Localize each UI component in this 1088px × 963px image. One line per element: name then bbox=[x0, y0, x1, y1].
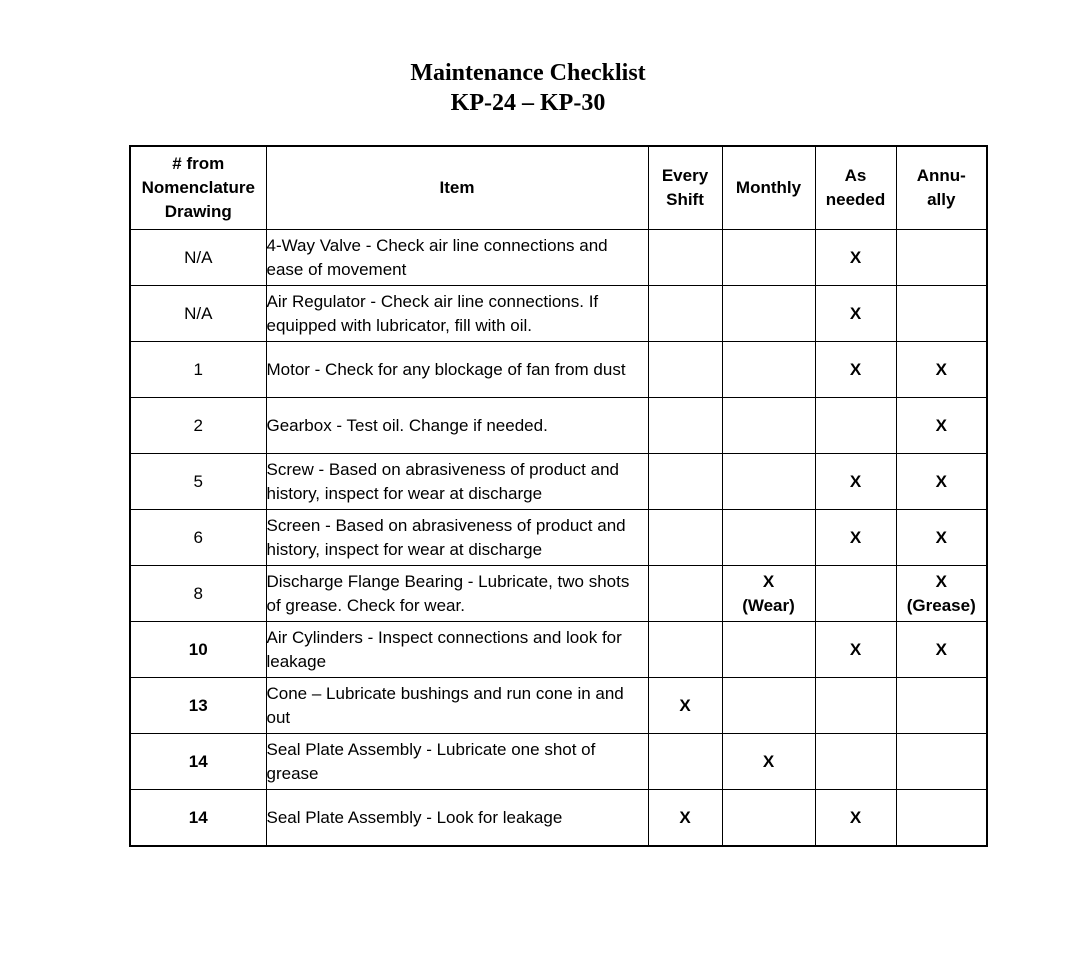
mark-note: (Wear) bbox=[742, 595, 795, 615]
document-title bbox=[0, 58, 1056, 118]
row-every-shift bbox=[648, 454, 722, 510]
row-every-shift bbox=[648, 398, 722, 454]
mark-x: X bbox=[935, 639, 947, 659]
row-item: Motor - Check for any blockage of fan from dust bbox=[266, 342, 648, 398]
table-header-row bbox=[130, 146, 987, 230]
mark-x: X bbox=[762, 571, 775, 591]
row-monthly bbox=[722, 622, 815, 678]
title-line-1: Maintenance Checklist bbox=[410, 60, 646, 86]
row-item: Seal Plate Assembly - Lubricate one shot of grease bbox=[266, 734, 648, 790]
row-annually bbox=[896, 734, 987, 790]
header-number bbox=[130, 146, 266, 230]
row-as-needed bbox=[815, 678, 896, 734]
row-monthly bbox=[722, 286, 815, 342]
row-every-shift: X bbox=[648, 678, 722, 734]
row-monthly bbox=[722, 230, 815, 286]
row-every-shift bbox=[648, 734, 722, 790]
row-as-needed: X bbox=[815, 622, 896, 678]
row-annually bbox=[896, 678, 987, 734]
row-as-needed: X bbox=[815, 510, 896, 566]
row-item: Air Cylinders - Inspect connections and look for leakage bbox=[266, 622, 648, 678]
header-as-needed-line-2: needed bbox=[825, 190, 886, 209]
table-row bbox=[130, 734, 987, 790]
row-monthly bbox=[722, 790, 815, 847]
table-row bbox=[130, 622, 987, 678]
header-as-needed bbox=[815, 146, 896, 230]
row-as-needed bbox=[815, 734, 896, 790]
header-item: Item bbox=[266, 146, 648, 230]
header-number-line-3: Drawing bbox=[164, 202, 232, 221]
mark-note: (Grease) bbox=[906, 595, 976, 615]
row-as-needed bbox=[815, 398, 896, 454]
table-row bbox=[130, 342, 987, 398]
row-as-needed bbox=[815, 566, 896, 622]
row-item: Screen - Based on abrasiveness of product and history, inspect for wear at discharge bbox=[266, 510, 648, 566]
row-number: 6 bbox=[130, 510, 266, 566]
row-number: 1 bbox=[130, 342, 266, 398]
title-line-2: KP-24 – KP-30 bbox=[450, 90, 606, 116]
header-annually bbox=[896, 146, 987, 230]
mark-x: X bbox=[935, 527, 947, 547]
table-row bbox=[130, 454, 987, 510]
mark-x: X bbox=[762, 751, 775, 771]
header-monthly: Monthly bbox=[722, 146, 815, 230]
row-item: Cone – Lubricate bushings and run cone in and out bbox=[266, 678, 648, 734]
row-every-shift bbox=[648, 566, 722, 622]
row-annually bbox=[896, 230, 987, 286]
row-number: 10 bbox=[130, 622, 266, 678]
row-monthly bbox=[722, 678, 815, 734]
header-annually-line-1: Annu- bbox=[916, 166, 966, 185]
row-annually bbox=[896, 566, 987, 622]
row-every-shift bbox=[648, 342, 722, 398]
row-as-needed: X bbox=[815, 230, 896, 286]
row-number: N/A bbox=[130, 230, 266, 286]
row-annually bbox=[896, 398, 987, 454]
row-as-needed: X bbox=[815, 790, 896, 847]
row-monthly bbox=[722, 734, 815, 790]
mark-x: X bbox=[935, 471, 947, 491]
row-annually bbox=[896, 286, 987, 342]
maintenance-checklist-table bbox=[129, 145, 988, 847]
table-row bbox=[130, 566, 987, 622]
table-row bbox=[130, 398, 987, 454]
row-every-shift bbox=[648, 230, 722, 286]
row-annually bbox=[896, 622, 987, 678]
row-monthly bbox=[722, 342, 815, 398]
row-item: Seal Plate Assembly - Look for leakage bbox=[266, 790, 648, 847]
row-monthly bbox=[722, 454, 815, 510]
row-annually bbox=[896, 342, 987, 398]
header-number-line-1: # from bbox=[172, 154, 225, 173]
header-every-shift bbox=[648, 146, 722, 230]
row-as-needed: X bbox=[815, 342, 896, 398]
row-number: 8 bbox=[130, 566, 266, 622]
row-item: Discharge Flange Bearing - Lubricate, two shots of grease. Check for wear. bbox=[266, 566, 648, 622]
mark-x: X bbox=[935, 415, 947, 435]
row-every-shift bbox=[648, 286, 722, 342]
row-every-shift: X bbox=[648, 790, 722, 847]
header-annually-line-2: ally bbox=[927, 190, 956, 209]
mark-x: X bbox=[935, 359, 947, 379]
table-row bbox=[130, 510, 987, 566]
row-annually bbox=[896, 510, 987, 566]
header-every-shift-line-1: Every bbox=[661, 166, 709, 185]
row-annually bbox=[896, 454, 987, 510]
row-as-needed: X bbox=[815, 286, 896, 342]
row-as-needed: X bbox=[815, 454, 896, 510]
header-every-shift-line-2: Shift bbox=[666, 190, 704, 209]
row-number: N/A bbox=[130, 286, 266, 342]
row-every-shift bbox=[648, 622, 722, 678]
row-number: 2 bbox=[130, 398, 266, 454]
row-item: 4-Way Valve - Check air line connections and ease of movement bbox=[266, 230, 648, 286]
table-row bbox=[130, 286, 987, 342]
row-monthly bbox=[722, 566, 815, 622]
header-number-line-2: Nomenclature bbox=[141, 178, 255, 197]
row-number: 14 bbox=[130, 790, 266, 847]
header-as-needed-line-1: As bbox=[844, 166, 867, 185]
row-item: Air Regulator - Check air line connections. If equipped with lubricator, fill with oil. bbox=[266, 286, 648, 342]
table-row bbox=[130, 230, 987, 286]
table-row bbox=[130, 790, 987, 847]
mark-x: X bbox=[935, 571, 947, 591]
row-number: 14 bbox=[130, 734, 266, 790]
row-number: 5 bbox=[130, 454, 266, 510]
row-every-shift bbox=[648, 510, 722, 566]
row-number: 13 bbox=[130, 678, 266, 734]
row-monthly bbox=[722, 510, 815, 566]
table-row bbox=[130, 678, 987, 734]
row-annually bbox=[896, 790, 987, 847]
row-monthly bbox=[722, 398, 815, 454]
row-item: Gearbox - Test oil. Change if needed. bbox=[266, 398, 648, 454]
row-item: Screw - Based on abrasiveness of product and history, inspect for wear at discharge bbox=[266, 454, 648, 510]
